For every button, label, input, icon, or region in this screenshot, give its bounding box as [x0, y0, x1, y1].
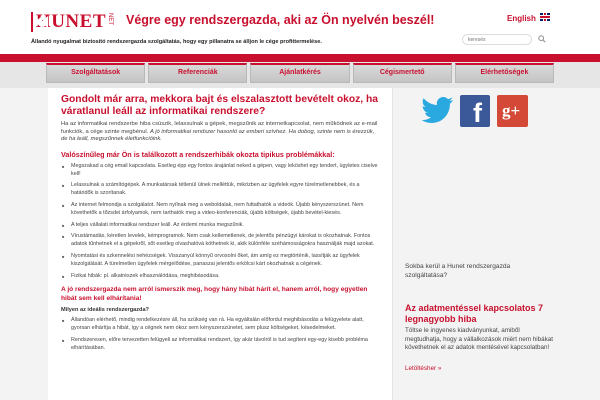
list-item: ■ Megszakad a cég email kapcsolata. Esetleg épp egy fontos árajánlat neked a gépen, vagy leköshet egy tendert, ügyletes ciselve kell! [61, 163, 379, 179]
header-red-bar [0, 54, 600, 62]
search-input[interactable] [462, 34, 532, 45]
problems-heading: Valószínűleg már Ön is találkozott a rendszerhibák okozta tipikus problémákkal: [61, 149, 335, 159]
problems-list [61, 163, 379, 281]
nav-item-szolgaltatasok[interactable]: Szolgáltatások [46, 63, 145, 83]
nav-item-elerhetosegek[interactable]: Elérhetőségek [455, 63, 554, 83]
tagline: Állandó nyugalmat biztosító rendszergazda szolgáltatás, hogy egy pillanatra se álljon le cége profittermelése. [31, 39, 322, 45]
backup-errors-heading: Az adatmentéssel kapcsolatos 7 legnagyobb hiba [405, 303, 544, 324]
logo-text: HUNET [35, 11, 106, 32]
page-title: Gondolt már arra, mekkora bajt és elszalasztott bevételt okoz, ha váratlanul leáll az informatikai rendszere? [61, 94, 379, 117]
logo-suffix: NET [107, 13, 113, 25]
nav-item-ajanlatkeres[interactable]: Ajánlatkérés [250, 63, 349, 83]
nav-item-referenciak[interactable]: Referenciák [148, 63, 247, 83]
ideal-admin-label: Milyen az ideális rendszergazda? [61, 307, 149, 314]
google-plus-icon[interactable]: g+ [497, 95, 528, 127]
intro-text: Ha az informatikai rendszerbe hiba csúszik, lelassulnak a gépek, megszűnik az internetkapcsolat, nem működnek az e-mail funkciók, a cége szinte megbénul. A jó informatikai rendszer hasonló az emberi szívhez. Ha dobog, szinte nem is érezzük, de ha leáll, megszűnnek életfunkcióink. [61, 121, 378, 143]
ideal-admin-list [61, 317, 379, 352]
list-item: ■ Lelassulnak a számítógépek. A munkatársak tétlenül ülnek melléttük, miközben az ügyfelek egyre türelmetlenebbek, és a határidők is szorítanak. [61, 182, 379, 198]
list-item: ■ Rendszeresen, előre tervezetten felügyeli az informatikai rendszert, így akár távolról is tud segíteni egy-egy kisebb probléma elhárításában. [61, 337, 379, 353]
list-item: ■ Fizikai hibák: pl. alkatrészek elhasználódása, meghibásodása. [61, 273, 379, 281]
backup-errors-text: Töltse le ingyenes kiadványunkat, amiből megtudhatja, hogy a vállalkozások miért nem hibákat követhetnek el az adatok mentésével kapcsolatban! [405, 327, 554, 352]
facebook-icon[interactable]: f [460, 95, 490, 127]
pricing-question[interactable]: Sokba kerül a Hunet rendszergazda szolgáltatása? [405, 263, 511, 279]
uk-flag-icon[interactable] [540, 13, 550, 21]
nav-item-cegismerteto[interactable]: Cégismertető [353, 63, 452, 83]
intro-quote: A jó informatikai rendszer hasonló az emberi szívhez. Ha dobog, szinte nem is érezzük, de ha leáll, megszűnnek életfunkcióink. [61, 128, 375, 143]
slogan: Végre egy rendszergazda, aki az Ön nyelvén beszél! [126, 13, 435, 27]
list-item: ■ Állandóan elérhető, mindig rendelkezésre áll, ha szükség van rá. Ha egyáltalán előfordul meghibásodás a felügyelete alatt, gyorsan elhárítja a hibát, így a cégnek nem okoz sem kényszerszünetet, sem plusz költségeket, késedelmeket. [61, 317, 379, 333]
main-content [48, 88, 393, 400]
list-item: ■ A teljes vállalati informatikai rendszer leáll. Az érdemi munka megszűnik. [61, 222, 379, 230]
list-item: ■ Nyomtatási és szkennelési nehézségek. Visszanyúl könnyű orvosolni őket, ám amíg ez megtörténik, lassítják az ügyfelek kiszolgálását. A türelmetlen ügyfelek mérgelődése, panaszai jelentős erkölcsi kárt okozhatnak a cégének. [61, 253, 379, 269]
main-nav [0, 62, 600, 88]
logo[interactable] [31, 12, 113, 32]
download-link[interactable]: Letöltésher » [405, 365, 442, 372]
logo-icon [31, 12, 33, 32]
language-link[interactable]: English [507, 14, 536, 23]
list-item: ■ Az internet felmondja a szolgálatot. Nem nyílnak meg a weboldalak, nem futtathatók a videók. Újabb kényszerszünet. Nem követhetők a tőzsdei árfolyamok, nem tarthatók meg a video-konferenciák, újabb költségek, újabb bevétel-kiesés. [61, 202, 379, 218]
site-header [0, 0, 600, 62]
twitter-icon[interactable] [419, 95, 455, 127]
good-admin-heading: A jó rendszergazda nem arról ismerszik meg, hogy hány hibát hárít el, hanem arról, hogy egyetlen hibát sem kell elhárítania! [61, 286, 368, 302]
search-icon[interactable] [538, 35, 546, 43]
sidebar [394, 88, 552, 400]
list-item: ■ Vírustámadás, kéretlen levelek, kémprogramok. Nem csak kellemetlenek, de jelentős pénzügyi károkat is okozhatnak. Fontos adatok tűnhetnek el a gépekről, sőt esetleg olvashatóvá köthetnek ki, akik különféle széhámosságokra használják majd azokat. [61, 233, 379, 249]
